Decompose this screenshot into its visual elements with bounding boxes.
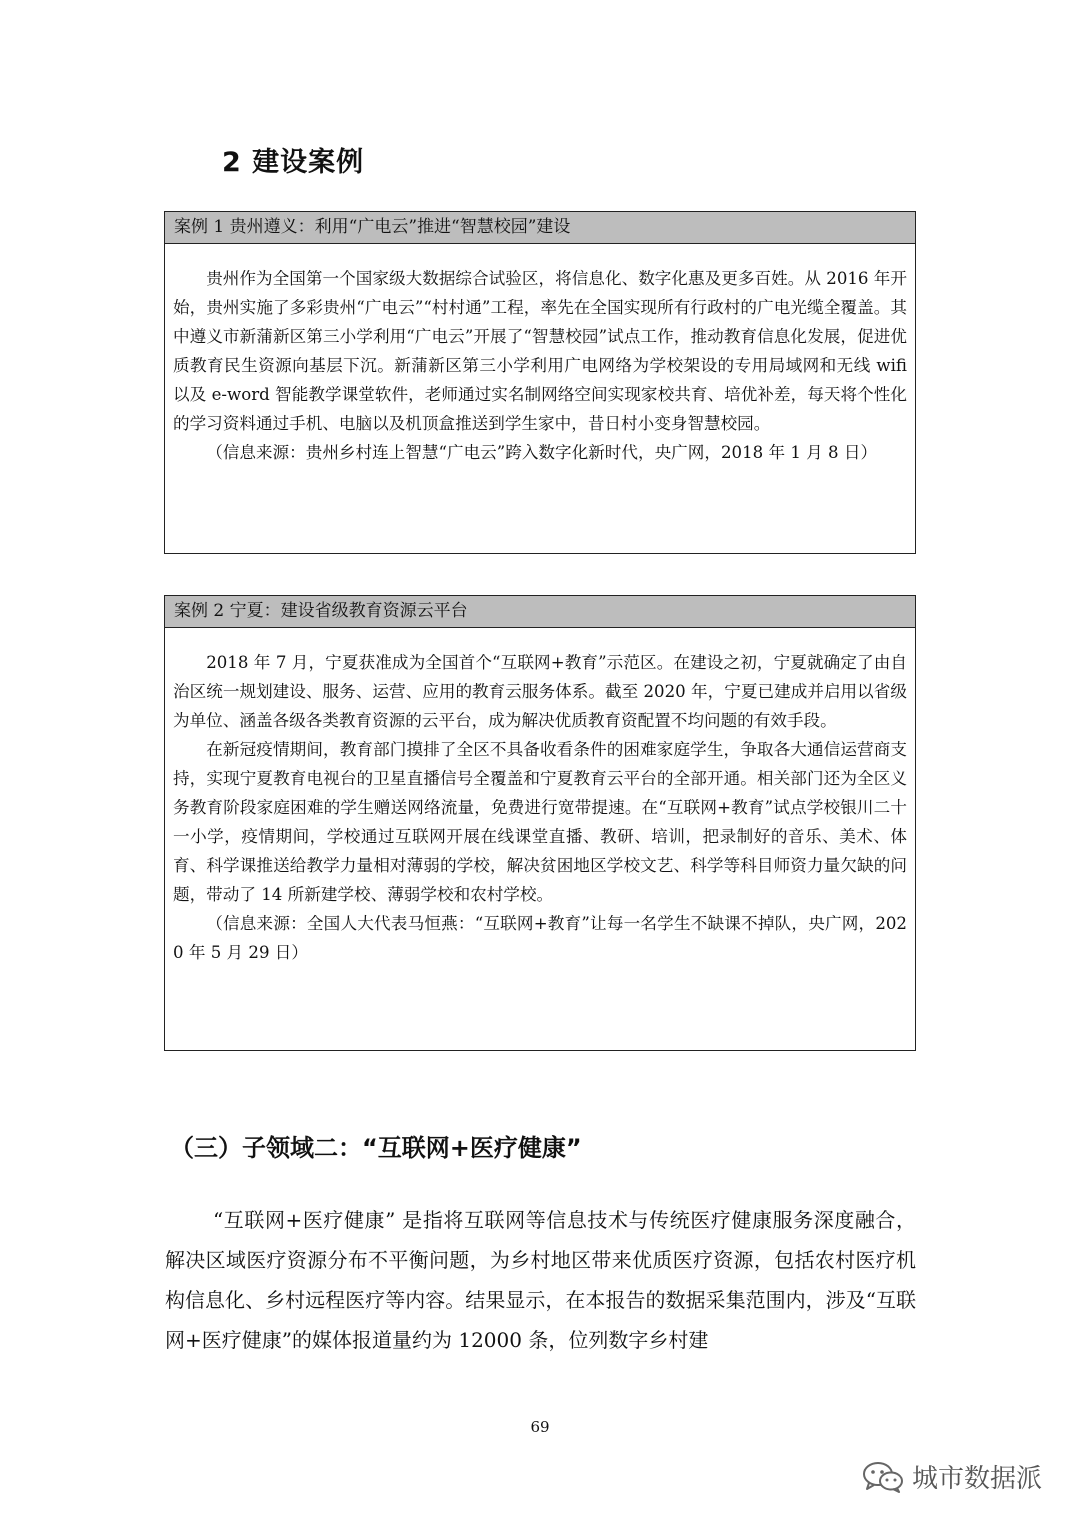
case-header-1: 案例 1 贵州遵义：利用“广电云”推进“智慧校园”建设 — [165, 212, 915, 244]
wechat-icon — [862, 1461, 904, 1493]
page-number: 69 — [530, 1418, 550, 1436]
case-body-2 — [165, 628, 915, 967]
case-source-1: （信息来源：贵州乡村连上智慧“广电云”跨入数字化新时代，央广网，2018 年 1 月 8 日） — [206, 443, 878, 462]
case-source-2: （信息来源：全国人大代表马恒燕：“互联网+教育”让每一名学生不缺课不掉队，央广网，2020 年 5 月 29 日） — [173, 914, 907, 962]
section-title: 2 建设案例 — [222, 147, 365, 178]
case-paragraph: 2018 年 7 月，宁夏获准成为全国首个“互联网+教育”示范区。在建设之初，宁夏就确定了由自治区统一规划建设、服务、运营、应用的教育云服务体系。截至 2020 年，宁夏已建成并启用以省级为单位、涵盖各级各类教育资源的云平台，成为解决优质教育资配置不均问题的有效手段。 — [173, 653, 907, 730]
body-paragraph: “互联网+医疗健康” 是指将互联网等信息技术与传统医疗健康服务深度融合，解决区域医疗资源分布不平衡问题，为乡村地区带来优质医疗资源，包括农村医疗机构信息化、乡村远程医疗等内容。结果显示，在本报告的数据采集范围内，涉及“互联网+医疗健康”的媒体报道量约为 12000 条，位列数字乡村建 — [165, 1208, 916, 1352]
watermark — [862, 1458, 1042, 1495]
case-box-1 — [164, 211, 916, 554]
sub-heading: （三）子领域二：“互联网+医疗健康” — [170, 1134, 582, 1162]
case-header-2: 案例 2 宁夏：建设省级教育资源云平台 — [165, 596, 915, 628]
watermark-text: 城市数据派 — [912, 1464, 1043, 1494]
case-paragraph: 贵州作为全国第一个国家级大数据综合试验区，将信息化、数字化惠及更多百姓。从 2016 年开始，贵州实施了多彩贵州“广电云”“村村通”工程，率先在全国实现所有行政村的广电光缆全覆盖。其中遵义市新蒲新区第三小学利用“广电云”开展了“智慧校园”试点工作，推动教育信息化发展，促进优质教育民生资源向基层下沉。新蒲新区第三小学利用广电网络为学校架设的专用局域网和无线 wifi 以及 e-word 智能教学课堂软件，老师通过实名制网络空间实现家校共育、培优补差，每天将个性化的学习资料通过手机、电脑以及机顶盒推送到学生家中，昔日村小变身智慧校园。 — [173, 269, 907, 433]
case-body-1 — [165, 244, 915, 467]
case-box-2 — [164, 595, 916, 1051]
case-paragraph: 在新冠疫情期间，教育部门摸排了全区不具备收看条件的困难家庭学生，争取各大通信运营商支持，实现宁夏教育电视台的卫星直播信号全覆盖和宁夏教育云平台的全部开通。相关部门还为全区义务教育阶段家庭困难的学生赠送网络流量，免费进行宽带提速。在“互联网+教育”试点学校银川二十一小学，疫情期间，学校通过互联网开展在线课堂直播、教研、培训，把录制好的音乐、美术、体育、科学课推送给教学力量相对薄弱的学校，解决贫困地区学校文艺、科学等科目师资力量欠缺的问题，带动了 14 所新建学校、薄弱学校和农村学校。 — [173, 740, 907, 904]
